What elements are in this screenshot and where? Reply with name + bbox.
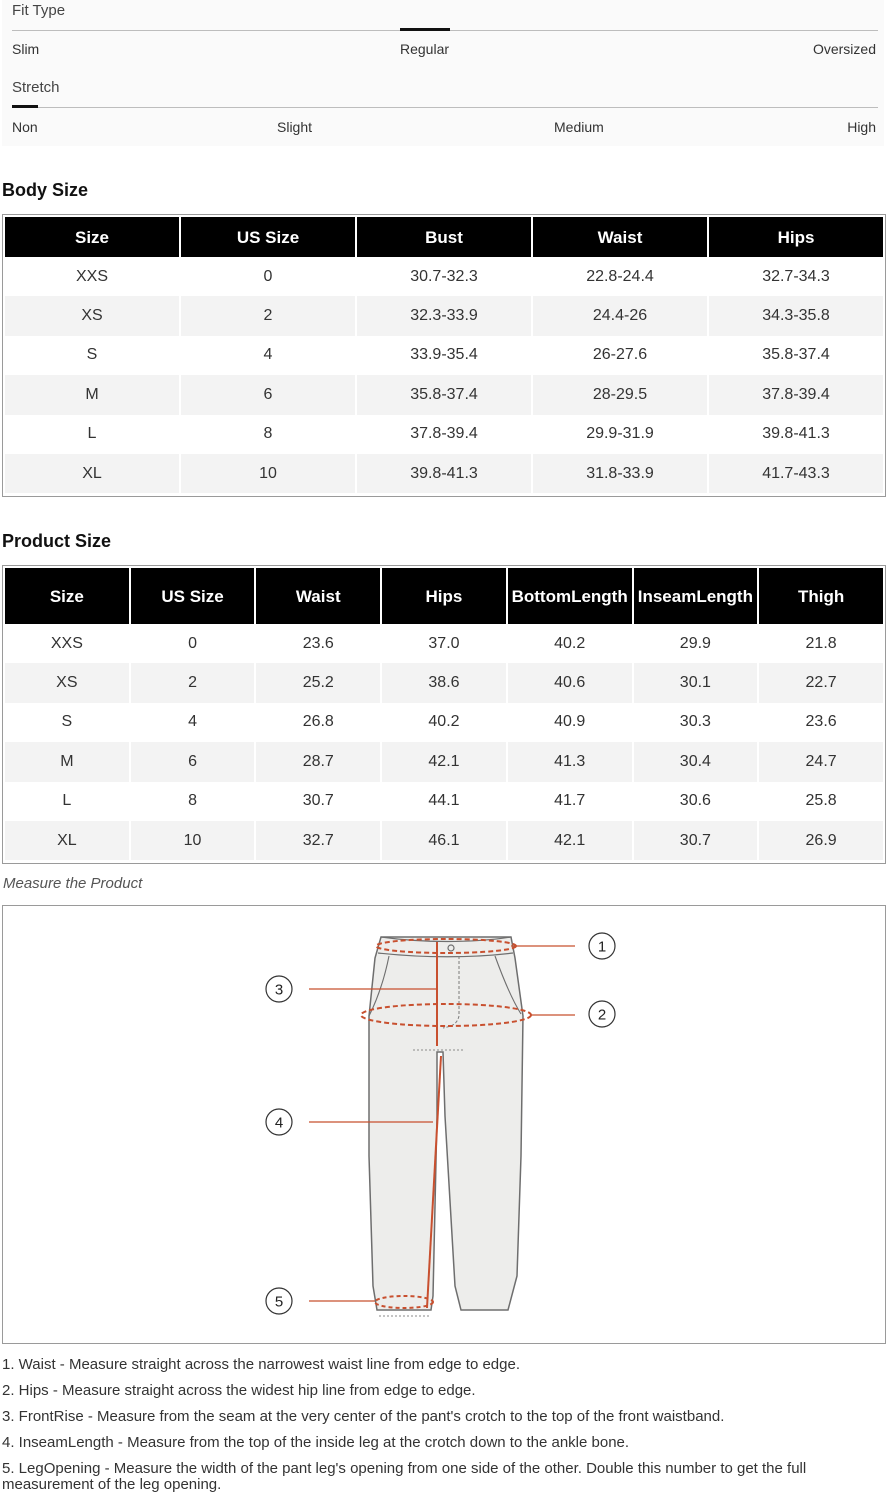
table-cell: 2 <box>131 663 255 702</box>
table-cell: 39.8-41.3 <box>357 454 531 493</box>
table-cell: 6 <box>131 742 255 781</box>
measure-caption: Measure the Product <box>3 875 143 892</box>
note-waist: 1. Waist - Measure straight across the narrowest waist line from edge to edge. <box>2 1356 521 1373</box>
table-cell: 23.6 <box>302 634 334 652</box>
table-cell: 30.4 <box>634 742 758 781</box>
header-hips: Hips <box>382 568 506 624</box>
table-cell: XL <box>5 454 179 493</box>
table-cell: 35.8-37.4 <box>762 346 830 364</box>
header-inseam-length: InseamLength <box>634 568 758 624</box>
table-cell: XS <box>5 663 129 702</box>
table-cell: 2 <box>181 296 355 335</box>
table-row <box>5 296 883 335</box>
table-cell: 28-29.5 <box>533 375 707 414</box>
table-cell: 29.9-31.9 <box>586 425 654 443</box>
table-cell: 10 <box>181 454 355 493</box>
table-cell: 33.9-35.4 <box>410 346 478 364</box>
callout-5-label: 5 <box>274 1293 284 1311</box>
table-cell: M <box>5 375 179 414</box>
table-row <box>5 257 883 296</box>
table-cell: L <box>87 425 97 443</box>
header-size: Size <box>5 217 179 257</box>
product-size-title: Product Size <box>2 531 112 551</box>
header-hips: Hips <box>709 217 883 257</box>
callout-4 <box>266 1109 292 1135</box>
callout-2-label: 2 <box>597 1006 607 1024</box>
table-cell: XXS <box>50 634 83 652</box>
table-cell: 30.7-32.3 <box>410 267 478 285</box>
fit-type-marker <box>400 28 450 31</box>
stretch-option-medium: Medium <box>554 119 604 135</box>
table-row <box>5 782 883 821</box>
table-cell: 41.7 <box>554 792 586 810</box>
note-inseam-length: 4. InseamLength - Measure from the top of the inside leg at the crotch down to the ankle bone. <box>2 1434 630 1451</box>
table-cell: 32.3-33.9 <box>357 296 531 335</box>
header-thigh: Thigh <box>759 568 883 624</box>
note-hips: 2. Hips - Measure straight across the widest hip line from edge to edge. <box>2 1382 476 1399</box>
measurement-notes <box>2 1357 886 1503</box>
header-waist: Waist <box>256 568 380 624</box>
table-cell: M <box>5 742 129 781</box>
table-cell: 4 <box>263 346 273 364</box>
table-cell: 37.8-39.4 <box>410 425 478 443</box>
table-row <box>5 821 883 860</box>
table-cell: 34.3-35.8 <box>709 296 883 335</box>
callout-3-label: 3 <box>274 981 284 999</box>
table-cell: 30.3 <box>679 713 711 731</box>
table-cell: 25.8 <box>805 792 837 810</box>
header-us-size: US Size <box>181 217 355 257</box>
body-size-table-container <box>2 214 886 497</box>
fit-type-option-regular: Regular <box>400 41 450 57</box>
table-cell: XS <box>5 296 179 335</box>
table-cell: 38.6 <box>382 663 506 702</box>
table-row <box>5 703 883 742</box>
fit-stretch-panel <box>2 0 884 146</box>
table-cell: 29.9 <box>679 634 711 652</box>
table-cell: 35.8-37.4 <box>357 375 531 414</box>
table-cell: 28.7 <box>256 742 380 781</box>
table-row <box>5 742 883 781</box>
body-size-title: Body Size <box>2 180 89 200</box>
table-cell: 30.6 <box>679 792 711 810</box>
callout-1-label: 1 <box>597 938 607 956</box>
table-row <box>5 375 883 414</box>
table-cell: 40.2 <box>554 634 586 652</box>
table-cell: 26-27.6 <box>592 346 648 364</box>
table-cell: 37.0 <box>428 634 460 652</box>
measurement-diagram <box>2 905 886 1344</box>
table-cell: 40.6 <box>508 663 632 702</box>
table-cell: 41.3 <box>508 742 632 781</box>
table-cell: L <box>62 792 72 810</box>
stretch-marker <box>12 105 38 108</box>
table-cell: 22.7 <box>759 663 883 702</box>
table-cell: 4 <box>188 713 197 731</box>
table-cell: 40.2 <box>428 713 460 731</box>
callout-4-label: 4 <box>274 1114 284 1132</box>
table-cell: S <box>61 713 73 731</box>
fit-type-option-slim: Slim <box>12 41 40 57</box>
table-header-row <box>5 568 883 624</box>
table-cell: 22.8-24.4 <box>586 267 654 285</box>
table-row <box>5 336 883 375</box>
stretch-option-high: High <box>847 119 876 135</box>
table-cell: 21.8 <box>805 634 837 652</box>
table-cell: 8 <box>263 425 273 443</box>
note-front-rise: 3. FrontRise - Measure from the seam at the very center of the pant's crotch to the top of the front waistband. <box>2 1408 725 1425</box>
stretch-track <box>12 107 878 108</box>
table-cell: 0 <box>188 634 197 652</box>
table-cell: 0 <box>263 267 273 285</box>
callout-2 <box>589 1001 615 1027</box>
fit-type-option-oversized: Oversized <box>812 41 876 57</box>
table-row <box>5 415 883 454</box>
table-cell: 30.7 <box>302 792 334 810</box>
body-size-table <box>3 217 885 493</box>
table-cell: 39.8-41.3 <box>762 425 830 443</box>
table-cell: 30.1 <box>634 663 758 702</box>
note-leg-opening: 5. LegOpening - Measure the width of the pant leg's opening from one side of the other. Double this number to get the full measurement of the leg opening. <box>2 1460 807 1493</box>
table-cell: 32.7-34.3 <box>762 267 830 285</box>
table-header-row <box>5 217 883 257</box>
table-cell: 6 <box>181 375 355 414</box>
table-cell: 10 <box>131 821 255 860</box>
header-size: Size <box>5 568 129 624</box>
pants-outline <box>369 937 523 1310</box>
table-cell: 24.4-26 <box>533 296 707 335</box>
table-cell: 42.1 <box>382 742 506 781</box>
table-cell: XXS <box>75 267 108 285</box>
table-row <box>5 624 883 663</box>
pants-illustration <box>3 906 885 1343</box>
table-cell: 32.7 <box>256 821 380 860</box>
header-waist: Waist <box>533 217 707 257</box>
table-cell: 8 <box>188 792 197 810</box>
table-cell: 31.8-33.9 <box>533 454 707 493</box>
table-cell: XL <box>5 821 129 860</box>
callout-1 <box>589 933 615 959</box>
table-cell: S <box>86 346 98 364</box>
table-cell: 41.7-43.3 <box>709 454 883 493</box>
fit-type-title: Fit Type <box>12 2 66 19</box>
table-cell: 37.8-39.4 <box>709 375 883 414</box>
table-cell: 26.8 <box>302 713 334 731</box>
table-row <box>5 663 883 702</box>
stretch-option-non: Non <box>12 119 38 135</box>
header-bottom-length: BottomLength <box>508 568 632 624</box>
table-cell: 40.9 <box>554 713 586 731</box>
table-cell: 26.9 <box>759 821 883 860</box>
header-bust: Bust <box>357 217 531 257</box>
stretch-title: Stretch <box>12 79 60 96</box>
table-cell: 30.7 <box>634 821 758 860</box>
callout-5 <box>266 1288 292 1314</box>
table-cell: 44.1 <box>428 792 460 810</box>
table-cell: 46.1 <box>382 821 506 860</box>
product-size-table <box>3 568 885 860</box>
table-cell: 42.1 <box>508 821 632 860</box>
header-us-size: US Size <box>131 568 255 624</box>
callout-3 <box>266 976 292 1002</box>
table-cell: 23.6 <box>805 713 837 731</box>
product-size-table-container <box>2 565 886 864</box>
table-row <box>5 454 883 493</box>
stretch-option-slight: Slight <box>277 119 313 135</box>
table-cell: 25.2 <box>256 663 380 702</box>
table-cell: 24.7 <box>759 742 883 781</box>
